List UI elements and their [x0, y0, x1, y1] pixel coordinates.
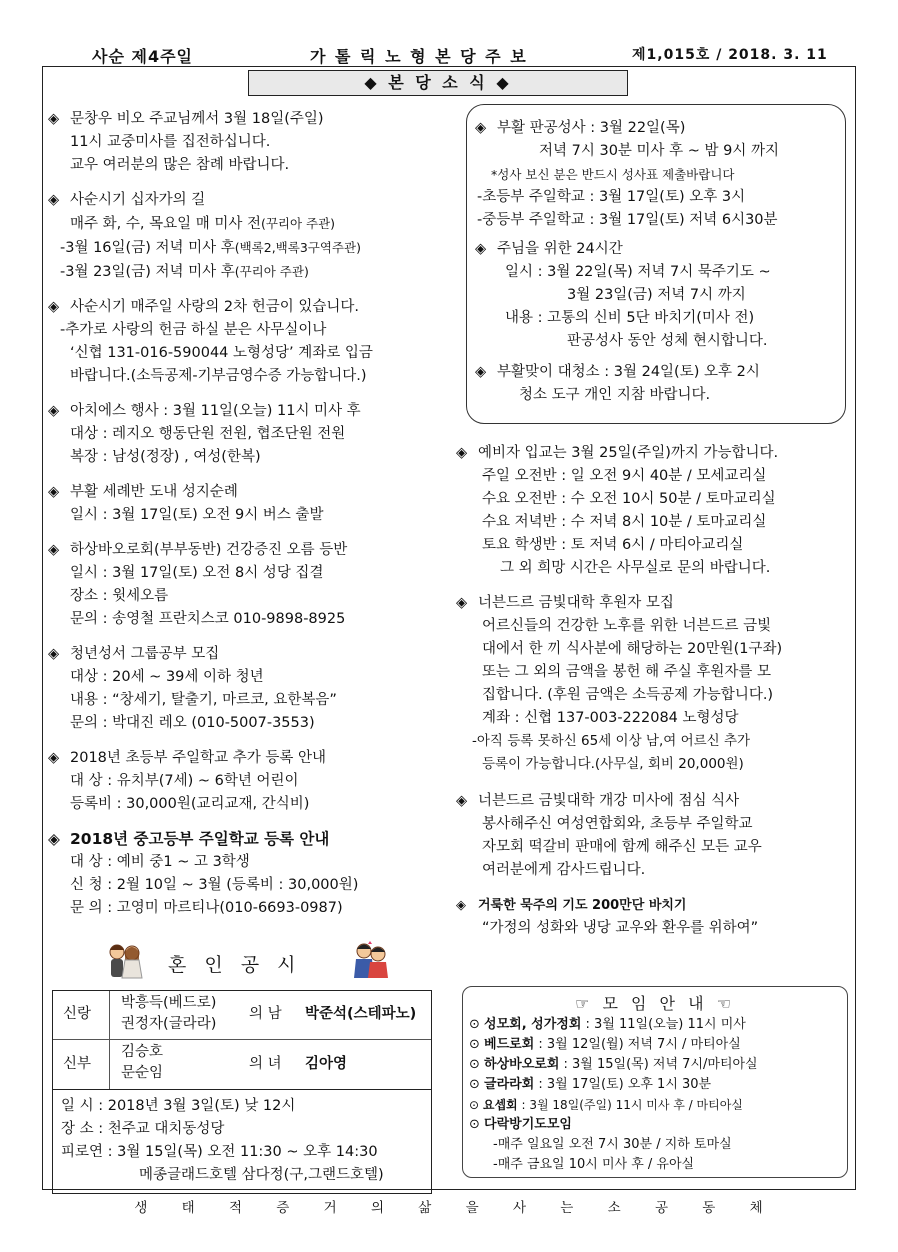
notice-note: (꾸리아 주관) — [260, 216, 336, 231]
meeting-item: ⊙ 베드로회 : 3월 12일(월) 저녁 7시 / 마티아실 — [469, 1037, 741, 1052]
notice-text: 그 외 희망 시간은 사무실로 문의 바랍니다. — [500, 560, 771, 576]
notice-text: 장소 : 윗세오름 — [70, 588, 169, 604]
bullet-icon: ◈ — [475, 364, 487, 380]
notice-text: -아직 등록 못하신 65세 이상 남,여 어르신 추가 — [472, 733, 751, 749]
bride-relation: 의 녀 — [249, 1056, 282, 1072]
notice-text: 여러분에게 감사드립니다. — [482, 862, 646, 878]
notice-heading: 부활 세례반 도내 성지순례 — [70, 484, 238, 500]
couple-icon — [350, 940, 390, 980]
bullet-icon: ◈ — [456, 595, 468, 611]
right-column — [456, 442, 852, 940]
notice-heading: 청년성서 그룹공부 모집 — [70, 646, 220, 662]
wedding-reception: 피로연 : 3월 15일(목) 오전 11:30 ~ 오후 14:30 — [61, 1144, 378, 1160]
bullet-icon: ◈ — [48, 646, 60, 662]
wedding-notice-table — [52, 990, 432, 1194]
notice-text: 자모회 떡갈비 판매에 함께 해주신 모든 교우 — [482, 839, 762, 855]
meeting-item: ⊙ 글라라회 : 3월 17일(토) 오후 1시 30분 — [469, 1077, 712, 1092]
notice-text: -초등부 주일학교 : 3월 17일(토) 오후 3시 — [477, 189, 746, 205]
notice-text: 봉사해주신 여성연합회와, 초등부 주일학교 — [482, 816, 753, 832]
bullet-icon: ◈ — [475, 241, 487, 257]
notice-text: -3월 16일(금) 저녁 미사 후 — [60, 240, 235, 256]
notice-text: ‘신협 131-016-590044 노형성당’ 계좌로 입금 — [70, 345, 373, 361]
notice-text: 일시 : 3월 22일(목) 저녁 7시 묵주기도 ~ — [505, 264, 771, 280]
groom-label: 신랑 — [63, 1006, 92, 1022]
notice-text: 교우 여러분의 많은 참례 바랍니다. — [70, 157, 290, 173]
notice-text: 판공성사 동안 성체 현시합니다. — [567, 333, 768, 349]
bullet-icon: ◈ — [48, 542, 60, 558]
left-column — [48, 108, 456, 920]
notice-text: 주일 오전반 : 일 오전 9시 40분 / 모세교리실 — [482, 468, 767, 484]
footer-motto: 생 태 적 증 거 의 삶 을 사 는 소 공 동 체 — [134, 1200, 764, 1216]
notice-text: 문의 : 송영철 프란치스코 010-9898-8925 — [70, 611, 346, 627]
notice-heading: 아치에스 행사 : 3월 11일(오늘) 11시 미사 후 — [70, 403, 361, 419]
bullet-icon: ◈ — [48, 403, 60, 419]
couple-icon — [104, 940, 144, 980]
notice-text: 대상 : 20세 ~ 39세 이하 청년 — [70, 669, 264, 685]
groom-mother: 권정자(글라라) — [121, 1016, 217, 1032]
bride-father: 김승호 — [121, 1044, 164, 1060]
bullet-icon: ◈ — [48, 484, 60, 500]
circle-icon: ⊙ — [469, 1098, 483, 1112]
notice-text: 또는 그 외의 금액을 봉헌 해 주실 후원자를 모 — [482, 664, 771, 680]
notice-text: 청소 도구 개인 지참 바랍니다. — [519, 387, 711, 403]
notice-text: 11시 교중미사를 집전하십니다. — [70, 134, 271, 150]
groom-relation: 의 남 — [249, 1006, 282, 1022]
bullet-icon: ◈ — [456, 445, 468, 461]
wedding-place: 장 소 : 천주교 대치동성당 — [61, 1121, 225, 1137]
notice-text: 토요 학생반 : 토 저녁 6시 / 마티아교리실 — [482, 537, 744, 553]
bulletin-title: 가 톨 릭 노 형 본 당 주 보 — [310, 47, 528, 66]
bride-name: 김아영 — [305, 1056, 348, 1072]
notice-text: 수요 저녁반 : 수 저녁 8시 10분 / 토마교리실 — [482, 514, 767, 530]
notice-text: 매주 화, 수, 목요일 매 미사 전 — [70, 216, 261, 232]
groom-name: 박준석(스테파노) — [305, 1006, 417, 1022]
bullet-icon: ◈ — [48, 111, 60, 127]
meeting-item: ⊙ 다락방기도모임 — [469, 1117, 572, 1132]
notice-text: 내용 : “창세기, 탈출기, 마르코, 요한복음” — [70, 692, 337, 708]
notice-text: -중등부 주일학교 : 3월 17일(토) 저녁 6시30분 — [477, 212, 778, 228]
bride-label: 신부 — [63, 1056, 92, 1072]
notice-note: (백록2,백록3구역주관) — [234, 240, 361, 255]
notice-text: 일시 : 3월 17일(토) 오전 8시 성당 집결 — [70, 565, 324, 581]
circle-icon: ⊙ — [469, 1037, 485, 1052]
notice-text: 일시 : 3월 17일(토) 오전 9시 버스 출발 — [70, 507, 324, 523]
notice-text: 계좌 : 신협 137-003-222084 노형성당 — [482, 710, 739, 726]
notice-text: 어르신들의 건강한 노후를 위한 너븐드르 금빛 — [482, 618, 772, 634]
notice-text: “가정의 성화와 냉당 교우와 환우를 위하여” — [482, 920, 759, 936]
notice-text: 문창우 비오 주교님께서 3월 18일(주일) — [70, 111, 324, 127]
bullet-icon: ◈ — [48, 750, 60, 766]
wedding-date: 일 시 : 2018년 3월 3일(토) 낮 12시 — [61, 1098, 296, 1114]
bullet-icon: ◈ — [475, 120, 487, 136]
notice-text: 3월 23일(금) 저녁 7시 까지 — [567, 287, 746, 303]
section-title: ◆ 본 당 소 식 ◆ — [248, 70, 628, 96]
circle-icon: ⊙ — [469, 1017, 485, 1032]
circle-icon: ⊙ — [469, 1077, 485, 1092]
notice-heading: 2018년 초등부 주일학교 추가 등록 안내 — [70, 750, 327, 766]
notice-text: 대에서 한 끼 식사분에 해당하는 20만원(1구좌) — [482, 641, 783, 657]
meeting-guide-title: ☞ 모 임 안 내 ☜ — [575, 994, 735, 1013]
bullet-icon: ◈ — [48, 192, 60, 208]
notice-text: 대 상 : 유치부(7세) ~ 6학년 어린이 — [70, 773, 299, 789]
wedding-reception-venue: 메종글래드호텔 삼다정(구,그랜드호텔) — [139, 1167, 384, 1183]
meeting-subitem: -매주 금요일 10시 미사 후 / 유아실 — [493, 1157, 695, 1172]
notice-text: -3월 23일(금) 저녁 미사 후 — [60, 264, 235, 280]
notice-heading: 예비자 입교는 3월 25일(주일)까지 가능합니다. — [478, 445, 779, 461]
notice-heading: 거룩한 묵주의 기도 200만단 바치기 — [478, 898, 687, 913]
bride-mother: 문순임 — [121, 1065, 164, 1081]
notice-text: 바랍니다.(소득공제-기부금영수증 가능합니다.) — [70, 368, 367, 384]
circle-icon: ⊙ — [469, 1057, 485, 1072]
notice-heading: 부활 판공성사 : 3월 22일(목) — [497, 120, 686, 136]
notice-heading: 너븐드르 금빛대학 개강 미사에 점심 식사 — [478, 793, 740, 809]
notice-text: 내용 : 고통의 신비 5단 바치기(미사 전) — [505, 310, 755, 326]
meeting-item: ⊙ 하상바오로회 : 3월 15일(목) 저녁 7시/마티아실 — [469, 1057, 758, 1072]
notice-text: 등록이 가능합니다.(사무실, 회비 20,000원) — [482, 756, 744, 772]
notice-heading: 하상바오로회(부부동반) 건강증진 오름 등반 — [70, 542, 348, 558]
notice-note: *성사 보신 분은 반드시 성사표 제출바랍니다 — [491, 167, 735, 182]
notice-heading: 주님을 위한 24시간 — [497, 241, 623, 257]
meeting-guide-box — [462, 986, 848, 1178]
notice-text: 신 청 : 2월 10일 ~ 3월 (등록비 : 30,000원) — [70, 877, 359, 893]
notice-heading: 부활맞이 대청소 : 3월 24일(토) 오후 2시 — [497, 364, 760, 380]
easter-notice-box — [466, 104, 846, 424]
notice-heading: 사순시기 매주일 사랑의 2차 헌금이 있습니다. — [70, 299, 360, 315]
notice-text: 등록비 : 30,000원(교리교재, 간식비) — [70, 796, 310, 812]
notice-heading: 2018년 중고등부 주일학교 등록 안내 — [70, 830, 330, 848]
notice-text: 수요 오전반 : 수 오전 10시 50분 / 토마교리실 — [482, 491, 776, 507]
meeting-subitem: -매주 일요일 오전 7시 30분 / 지하 토마실 — [493, 1137, 732, 1152]
groom-father: 박흥득(베드로) — [121, 995, 217, 1011]
notice-text: 집합니다. (후원 금액은 소득공제 가능합니다.) — [482, 687, 774, 703]
meeting-item: ⊙ 성모회, 성가정회 : 3월 11일(오늘) 11시 미사 — [469, 1017, 746, 1032]
bullet-icon: ◈ — [456, 898, 466, 913]
meeting-list — [469, 1015, 758, 1175]
notice-text: 저녁 7시 30분 미사 후 ~ 밤 9시 까지 — [539, 143, 779, 159]
notice-text: 복장 : 남성(정장) , 여성(한복) — [70, 449, 261, 465]
issue-number: 제1,015호 / 2018. 3. 11 — [632, 47, 828, 63]
notice-text: -추가로 사랑의 헌금 하실 분은 사무실이나 — [60, 322, 327, 338]
bullet-icon: ◈ — [48, 830, 60, 848]
notice-text: 문 의 : 고영미 마르티나(010-6693-0987) — [70, 900, 343, 916]
bullet-icon: ◈ — [48, 299, 60, 315]
notice-heading: 사순시기 십자가의 길 — [70, 192, 206, 208]
meeting-item: ⊙ 요셉회 : 3월 18일(주일) 11시 미사 후 / 마티아실 — [469, 1098, 743, 1112]
circle-icon: ⊙ — [469, 1117, 485, 1132]
notice-heading: 너븐드르 금빛대학 후원자 모집 — [478, 595, 674, 611]
bullet-icon: ◈ — [456, 793, 468, 809]
wedding-title: 혼 인 공 시 — [168, 954, 302, 976]
week-label: 사순 제4주일 — [92, 47, 193, 66]
notice-note: (꾸리아 주관) — [234, 264, 309, 279]
notice-text: 대상 : 레지오 행동단원 전원, 협조단원 전원 — [70, 426, 346, 442]
notice-text: 대 상 : 예비 중1 ~ 고 3학생 — [70, 854, 250, 870]
notice-text: 문의 : 박대진 레오 (010-5007-3553) — [70, 715, 315, 731]
